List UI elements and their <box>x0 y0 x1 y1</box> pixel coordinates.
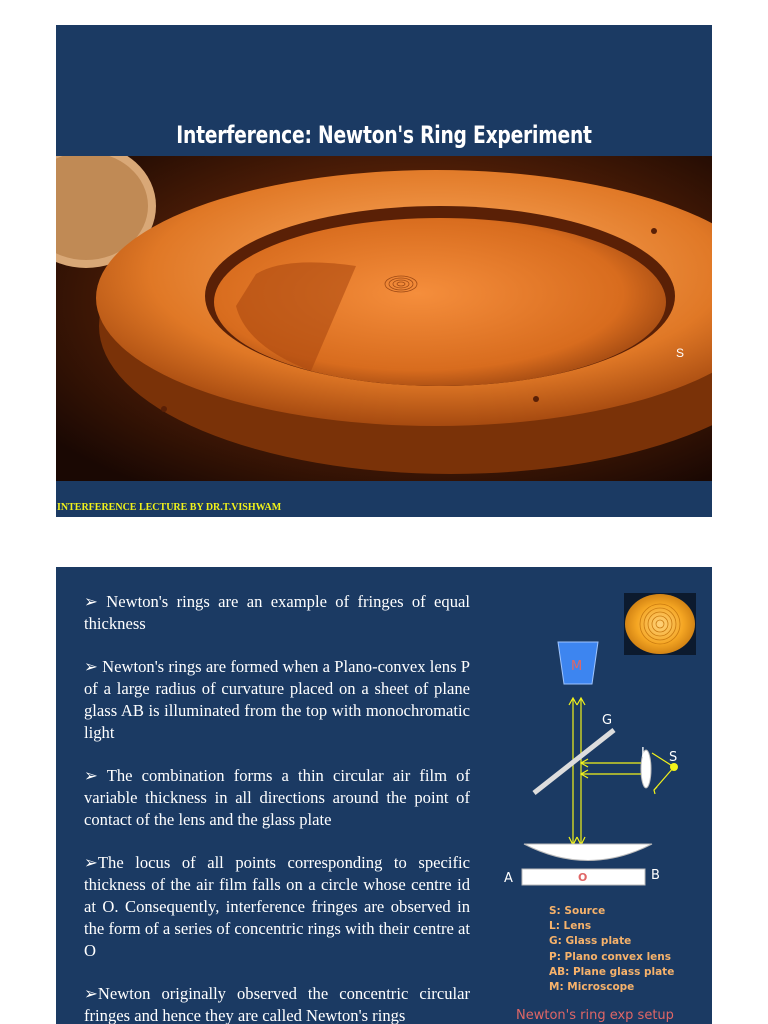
label-l: L <box>641 746 649 761</box>
bullet-item: ➢ The combination forms a thin circular air film of variable thickness in all directions around the point of contact of the lens and the glass plate <box>84 766 470 829</box>
legend-item: P: Plano convex lens <box>549 950 672 963</box>
slide-title: Interference: Newton's Ring Experiment <box>176 121 592 149</box>
bullet-item: ➢ Newton's rings are an example of fringes of equal thickness <box>84 592 470 633</box>
label-m: M <box>571 659 583 674</box>
bullet-item: ➢The locus of all points corresponding to specific thickness of the air film falls on a circle whose centre id at O. Consequently, interference fringes are observed in the form of a series of concentric rings with their centre at O <box>84 853 470 960</box>
label-b: B <box>651 868 660 883</box>
legend-item: AB: Plane glass plate <box>549 965 675 978</box>
ring-pattern-image <box>624 593 696 655</box>
label-o: O <box>578 871 588 884</box>
bullet-list <box>84 591 470 1024</box>
legend-item: S: Source <box>549 905 606 917</box>
label-s: S <box>669 750 678 765</box>
legend-item: G: Glass plate <box>549 935 632 948</box>
newton-rings-photo-image <box>56 156 712 481</box>
label-a: A <box>504 871 513 886</box>
label-p: P <box>582 847 590 862</box>
photo-label-s: S <box>676 346 685 360</box>
diagram-legend <box>549 904 674 995</box>
legend-item: M: Microscope <box>549 981 635 994</box>
vertical-light-rays <box>569 698 585 845</box>
horizontal-light-rays <box>581 759 644 778</box>
slide-2 <box>56 567 712 1024</box>
setup-caption: Newton's ring exp setup <box>516 1008 674 1023</box>
slide-1 <box>56 25 712 517</box>
glass-plate-g <box>534 730 614 793</box>
bullet-item: ➢Newton originally observed the concentric circular fringes and hence they are called Newton's rings <box>84 984 470 1024</box>
legend-item: L: Lens <box>549 920 592 933</box>
newton-rings-photo <box>56 156 712 481</box>
bullet-item: ➢ Newton's rings are formed when a Plano-convex lens P of a large radius of curvature placed on a sheet of plane glass AB is illuminated from the top with monochromatic light <box>84 657 470 742</box>
lecture-footer: INTERFERENCE LECTURE BY DR.T.VISHWAM <box>57 502 282 513</box>
label-g: G <box>602 713 613 728</box>
